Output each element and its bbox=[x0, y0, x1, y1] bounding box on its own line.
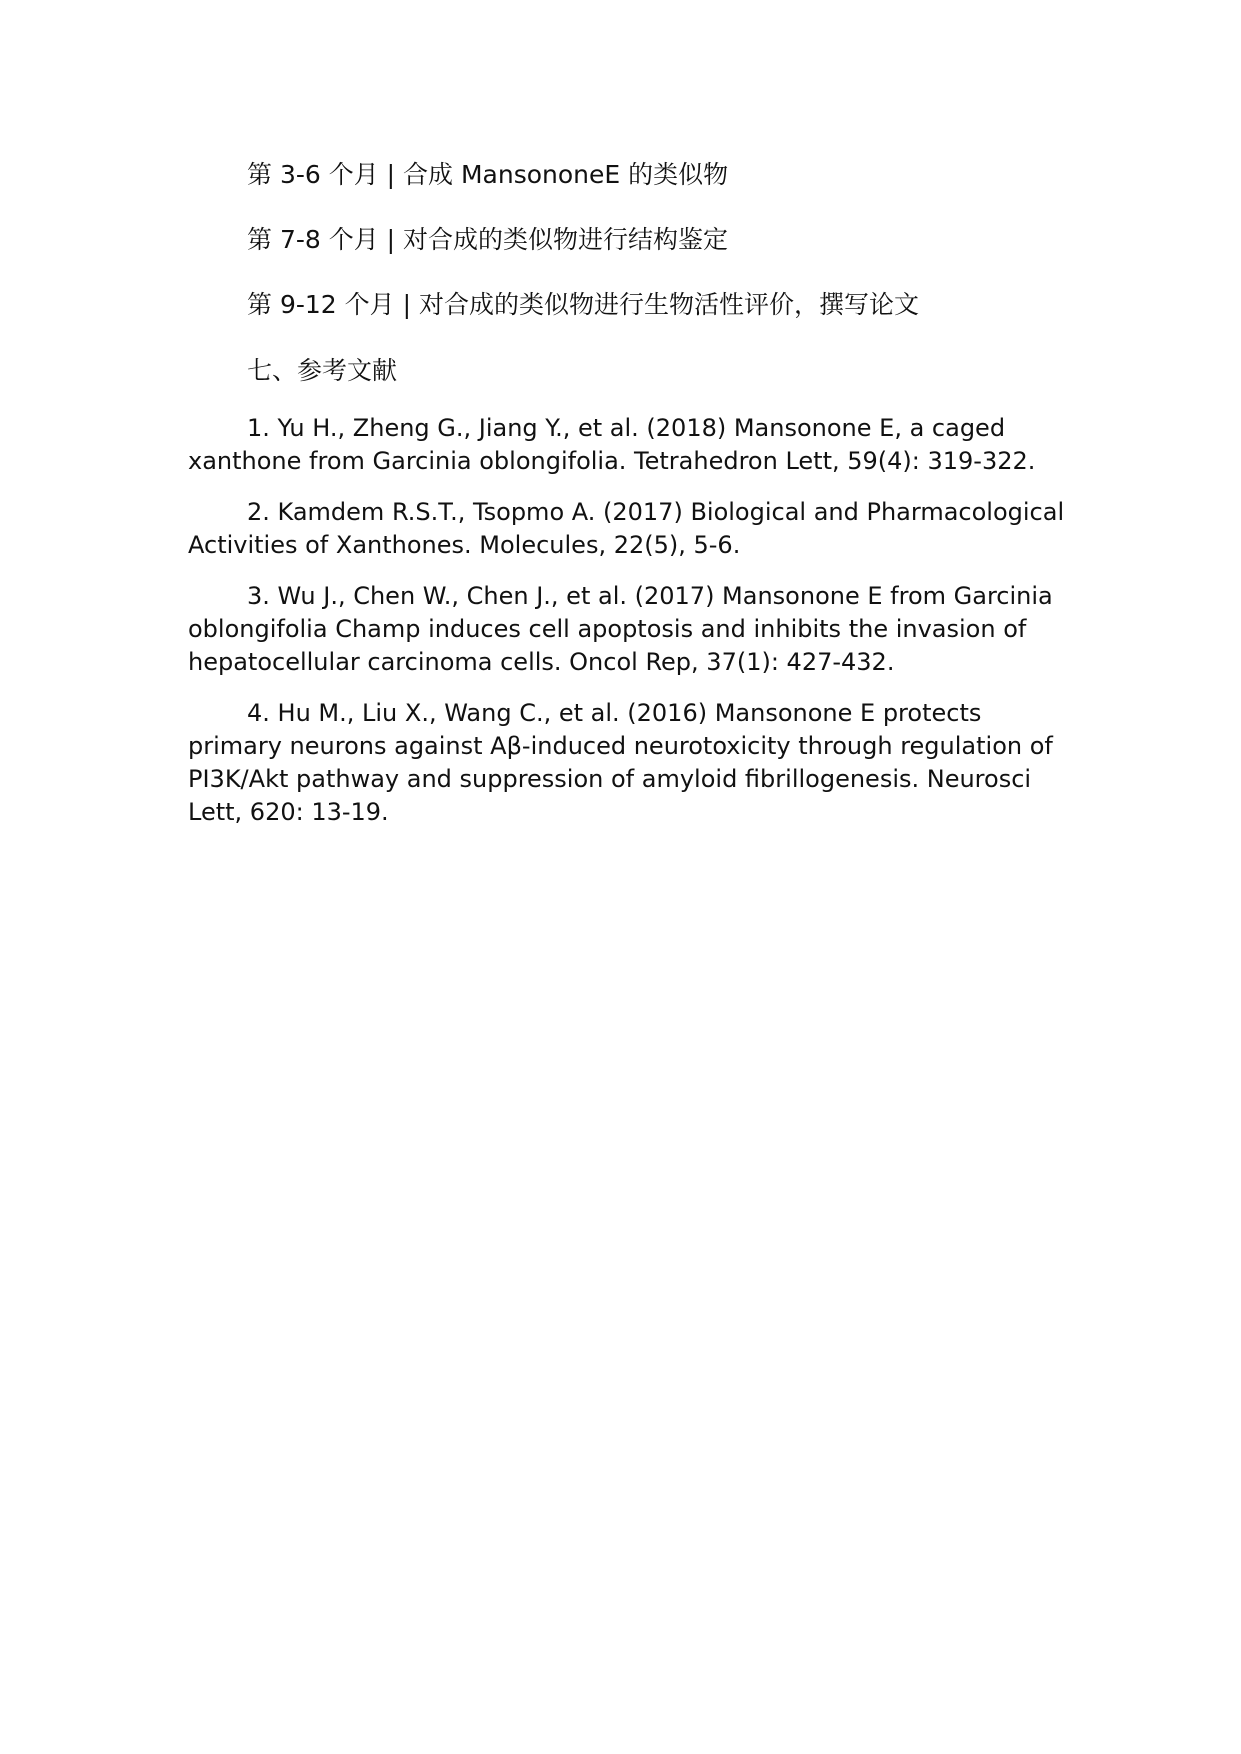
reference-item: 3. Wu J., Chen W., Chen J., et al. (2017) Mansonone E from Garcinia oblongifolia Champ induces cell apoptosis and inhibits the invasion of hepatocellular carcinoma cells. Oncol Rep, 37(1): 427-432. bbox=[188, 582, 1053, 676]
schedule-item: 第 3-6 个月 | 合成 MansononeE 的类似物 bbox=[247, 160, 729, 189]
schedule-item: 第 9-12 个月 | 对合成的类似物进行生物活性评价，撰写论文 bbox=[247, 290, 919, 319]
reference-item: 4. Hu M., Liu X., Wang C., et al. (2016) Mansonone E protects primary neurons against Aβ-induced neurotoxicity through regulation of PI3K/Akt pathway and suppression of amyloid fibrillogenesis. Neurosci Lett, 620: 13-19. bbox=[188, 699, 1053, 826]
references-heading: 七、参考文献 bbox=[247, 356, 398, 385]
schedule-item: 第 7-8 个月 | 对合成的类似物进行结构鉴定 bbox=[247, 225, 729, 254]
reference-item: 1. Yu H., Zheng G., Jiang Y., et al. (2018) Mansonone E, a caged xanthone from Garcinia oblongifolia. Tetrahedron Lett, 59(4): 319-322. bbox=[188, 414, 1036, 475]
reference-item: 2. Kamdem R.S.T., Tsopmo A. (2017) Biological and Pharmacological Activities of Xanthones. Molecules, 22(5), 5-6. bbox=[188, 498, 1065, 559]
references-list bbox=[188, 412, 1078, 847]
